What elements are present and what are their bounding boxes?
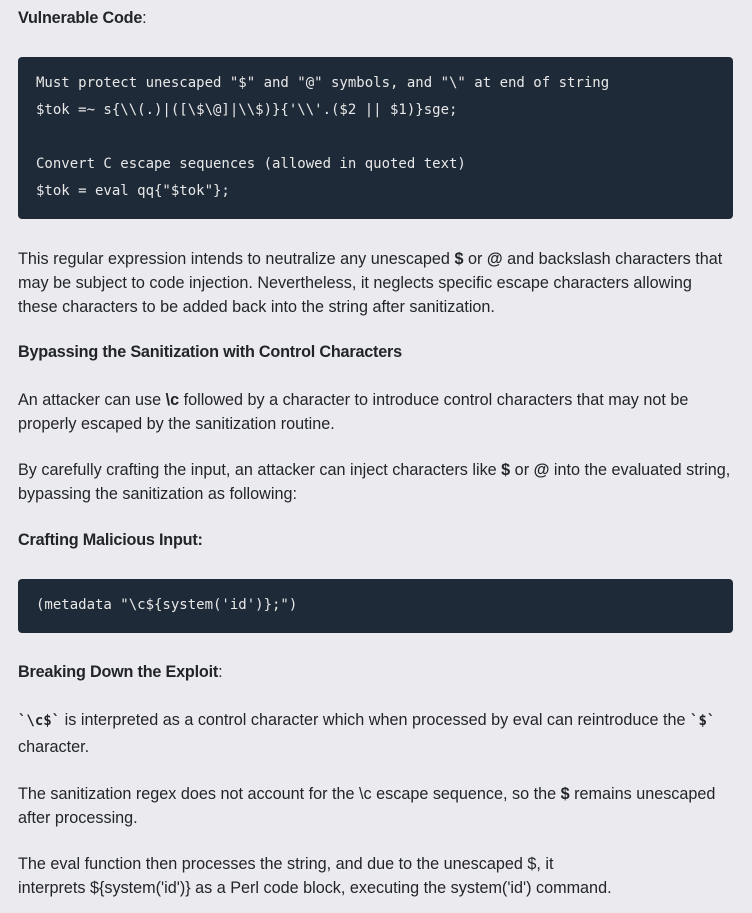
paragraph-eval-execution: The eval function then processes the string, and due to the unescaped $, it interprets ${system('id')} as a Perl code block, executing the system('id') command. [18,855,612,897]
code-line: Must protect unescaped "$" and "@" symbols, and "\" at end of string [36,75,610,91]
heading-text: Vulnerable Code [18,9,143,27]
inline-dollar: $ [454,250,464,268]
heading-vulnerable-code [18,6,734,30]
paragraph-regex-description: This regular expression intends to neutralize any unescaped $ or @ and backslash characters that may be subject to code injection. Nevertheless, it neglects specific escape characters allowing these characters to be added back into the string after sanitization. [18,250,723,316]
inline-control-escape: \c [165,391,180,409]
heading-bypass: Bypassing the Sanitization with Control Characters [18,343,402,361]
code-line-blank [36,124,733,151]
inline-dollar: $ [560,785,570,803]
code-line: $tok =~ s{\\(.)|([\$\@]|\\$)}{'\\'.($2 || $1)}sge; [36,102,458,118]
inline-code: `\c$` [18,713,61,729]
heading-text: Breaking Down the Exploit [18,663,219,681]
inline-dollar: $ [501,461,511,479]
code-block-payload[interactable] [18,579,733,633]
paragraph-control-characters: An attacker can use \c followed by a character to introduce control characters that may not be properly escaped by the sanitization routine. [18,391,689,433]
inline-at: @ [486,250,503,268]
heading-colon: : [142,9,147,27]
code-line: $tok = eval qq{"$tok"}; [36,183,230,199]
code-line: Convert C escape sequences (allowed in quoted text) [36,156,466,172]
paragraph-regex-gap: The sanitization regex does not account for the \c escape sequence, so the $ remains unescaped after processing. [18,785,716,827]
heading-crafting: Crafting Malicious Input: [18,531,203,549]
heading-breaking-down [18,660,734,684]
paragraph-exploit-explanation: `\c$` is interpreted as a control character which when processed by eval can reintroduce the `$` character. [18,711,716,756]
heading-colon: : [218,663,223,681]
code-line: (metadata "\c${system('id')};") [36,597,298,613]
inline-at: @ [533,461,550,479]
paragraph-crafting-input: By carefully crafting the input, an attacker can inject characters like $ or @ into the evaluated string, bypassing the sanitization as following: [18,461,731,503]
inline-code: `$` [690,713,716,729]
code-block-vulnerable[interactable] [18,57,733,219]
